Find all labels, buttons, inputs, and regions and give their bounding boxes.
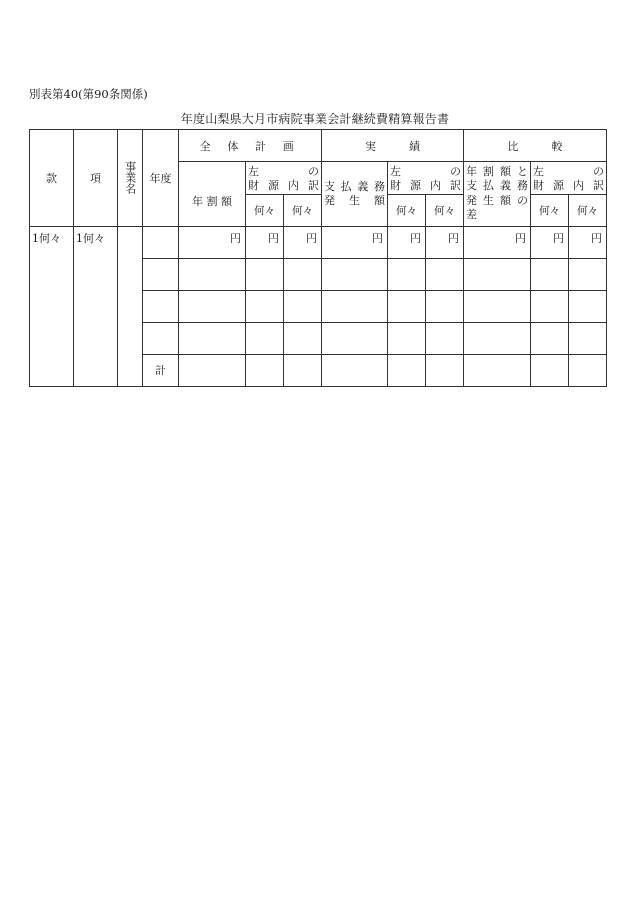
row-jigyou [118,226,143,386]
header-nenwari: 年 割 額 [179,162,246,227]
header-nenwari-sa-line3: 発生額の [466,193,528,207]
header-nenwari-sa-line2: 支払義務 [466,179,528,193]
header-nanina-d: 何々 [426,194,464,226]
document-title: 年度山梨県大月市病院事業会計継続費精算報告書 [180,112,450,126]
header-hidari-no-2: 左 の [390,165,461,178]
header-nanina-c: 何々 [388,194,426,226]
header-zaigen-uchiwake-2: 財 源 内 訳 [390,179,461,193]
cell-yen-3: 円 [284,226,322,258]
appendix-note: 別表第40(第90条関係) [29,87,148,101]
header-nanina-e: 何々 [531,194,569,226]
row-kou: 1何々 [74,226,118,386]
header-nanina-f: 何々 [569,194,607,226]
header-hikaku: 比 較 [464,130,607,162]
row-kan: 1何々 [30,226,74,386]
header-nanina-b: 何々 [284,194,322,226]
header-nanina-a: 何々 [246,194,284,226]
header-hidari-no-3: 左 の [533,165,604,178]
cell-yen-6: 円 [426,226,464,258]
header-nenwari-sa [464,162,531,227]
header-shiharai [322,162,388,227]
header-zaigen-2 [388,162,464,195]
header-kan: 款 [30,130,74,227]
cell-yen-2: 円 [246,226,284,258]
cell-yen-8: 円 [531,226,569,258]
cell-yen-7: 円 [464,226,531,258]
cell-yen-9: 円 [569,226,607,258]
header-jisseki: 実 績 [322,130,464,162]
header-shiharai-line2: 発 生 額 [324,193,385,207]
header-nendo: 年度 [143,130,179,227]
header-zaigen-uchiwake-1: 財 源 内 訳 [248,179,319,193]
total-label: 計 [143,354,179,386]
cell-nendo-1 [143,226,179,258]
header-nenwari-sa-line1: 年割額と [466,165,528,178]
settlement-report-table [29,129,607,387]
header-jigyou: 事業名 [123,161,137,195]
header-kou: 項 [74,130,118,227]
header-zaigen-uchiwake-3: 財 源 内 訳 [533,179,604,193]
header-shiharai-line1: 支払義務 [324,179,385,193]
cell-yen-4: 円 [322,226,388,258]
header-zaigen-1 [246,162,322,195]
header-jigyou-cell [118,130,143,227]
header-zaigen-3 [531,162,607,195]
cell-yen-5: 円 [388,226,426,258]
header-hidari-no-1: 左 の [248,165,319,178]
header-zentai-keikaku: 全 体 計 画 [179,130,322,162]
cell-yen-1: 円 [179,226,246,258]
header-nenwari-sa-line4: 差 [466,207,477,221]
